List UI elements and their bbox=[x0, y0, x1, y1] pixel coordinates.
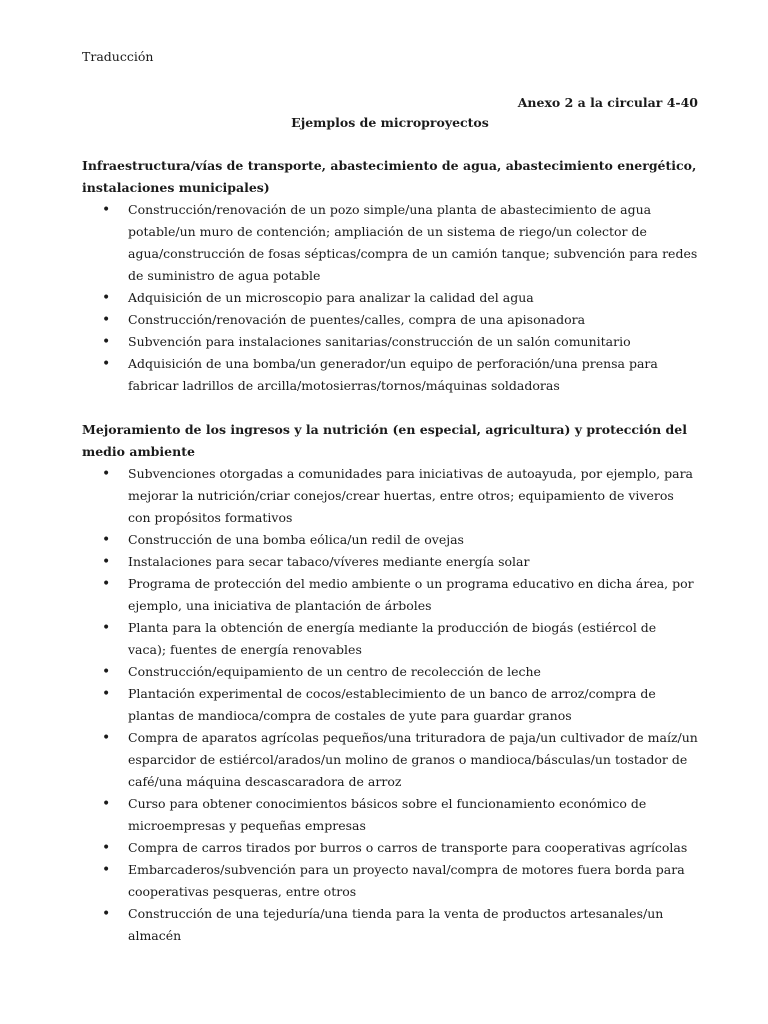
list-item: • Construcción de una tejeduría/una tienda para la venta de productos artesanales/un almacén bbox=[82, 903, 698, 947]
list-item: • Instalaciones para secar tabaco/víveres mediante energía solar bbox=[82, 551, 698, 573]
section-heading: Infraestructura/vías de transporte, abastecimiento de agua, abastecimiento energético, instalaciones municipales) bbox=[82, 158, 697, 195]
section-income-nutrition bbox=[82, 419, 698, 947]
list-item: • Construcción/renovación de un pozo simple/una planta de abastecimiento de agua potable/un muro de contención; ampliación de un sistema de riego/un colector de agua/construcción de fosas sépticas/compra de un camión tanque; subvención para redes de suministro de agua potable bbox=[82, 199, 698, 287]
list-item: • Curso para obtener conocimientos básicos sobre el funcionamiento económico de microempresas y pequeñas empresas bbox=[82, 793, 698, 837]
list-item: • Embarcaderos/subvención para un proyecto naval/compra de motores fuera borda para cooperativas pesqueras, entre otros bbox=[82, 859, 698, 903]
bullet-list bbox=[82, 199, 698, 397]
list-item: • Construcción/equipamiento de un centro de recolección de leche bbox=[82, 661, 698, 683]
list-item: • Plantación experimental de cocos/establecimiento de un banco de arroz/compra de plantas de mandioca/compra de costales de yute para guardar granos bbox=[82, 683, 698, 727]
list-item: • Compra de aparatos agrícolas pequeños/una trituradora de paja/un cultivador de maíz/un esparcidor de estiércol/arados/un molino de granos o mandioca/básculas/un tostador de café/una máquina descascaradora de arroz bbox=[82, 727, 698, 793]
document-title: Ejemplos de microproyectos bbox=[291, 115, 489, 130]
list-item: • Subvenciones otorgadas a comunidades para iniciativas de autoayuda, por ejemplo, para mejorar la nutrición/criar conejos/crear huertas, entre otros; equipamiento de viveros con propósitos formativos bbox=[82, 463, 698, 529]
list-item: • Construcción de una bomba eólica/un redil de ovejas bbox=[82, 529, 698, 551]
list-item: • Programa de protección del medio ambiente o un programa educativo en dicha área, por ejemplo, una iniciativa de plantación de árboles bbox=[82, 573, 698, 617]
list-item: • Compra de carros tirados por burros o carros de transporte para cooperativas agrícolas bbox=[82, 837, 698, 859]
list-item: • Construcción/renovación de puentes/calles, compra de una apisonadora bbox=[82, 309, 698, 331]
list-item: • Adquisición de un microscopio para analizar la calidad del agua bbox=[82, 287, 698, 309]
list-item: • Planta para la obtención de energía mediante la producción de biogás (estiércol de vaca); fuentes de energía renovables bbox=[82, 617, 698, 661]
bullet-list bbox=[82, 463, 698, 947]
list-item: • Adquisición de una bomba/un generador/un equipo de perforación/una prensa para fabricar ladrillos de arcilla/motosierras/tornos/máquinas soldadoras bbox=[82, 353, 698, 397]
list-item: • Subvención para instalaciones sanitarias/construcción de un salón comunitario bbox=[82, 331, 698, 353]
section-infrastructure bbox=[82, 155, 698, 397]
translation-label: Traducción bbox=[82, 49, 154, 64]
annex-reference: Anexo 2 a la circular 4-40 bbox=[517, 95, 698, 110]
section-heading: Mejoramiento de los ingresos y la nutrición (en especial, agricultura) y protección del medio ambiente bbox=[82, 422, 687, 459]
